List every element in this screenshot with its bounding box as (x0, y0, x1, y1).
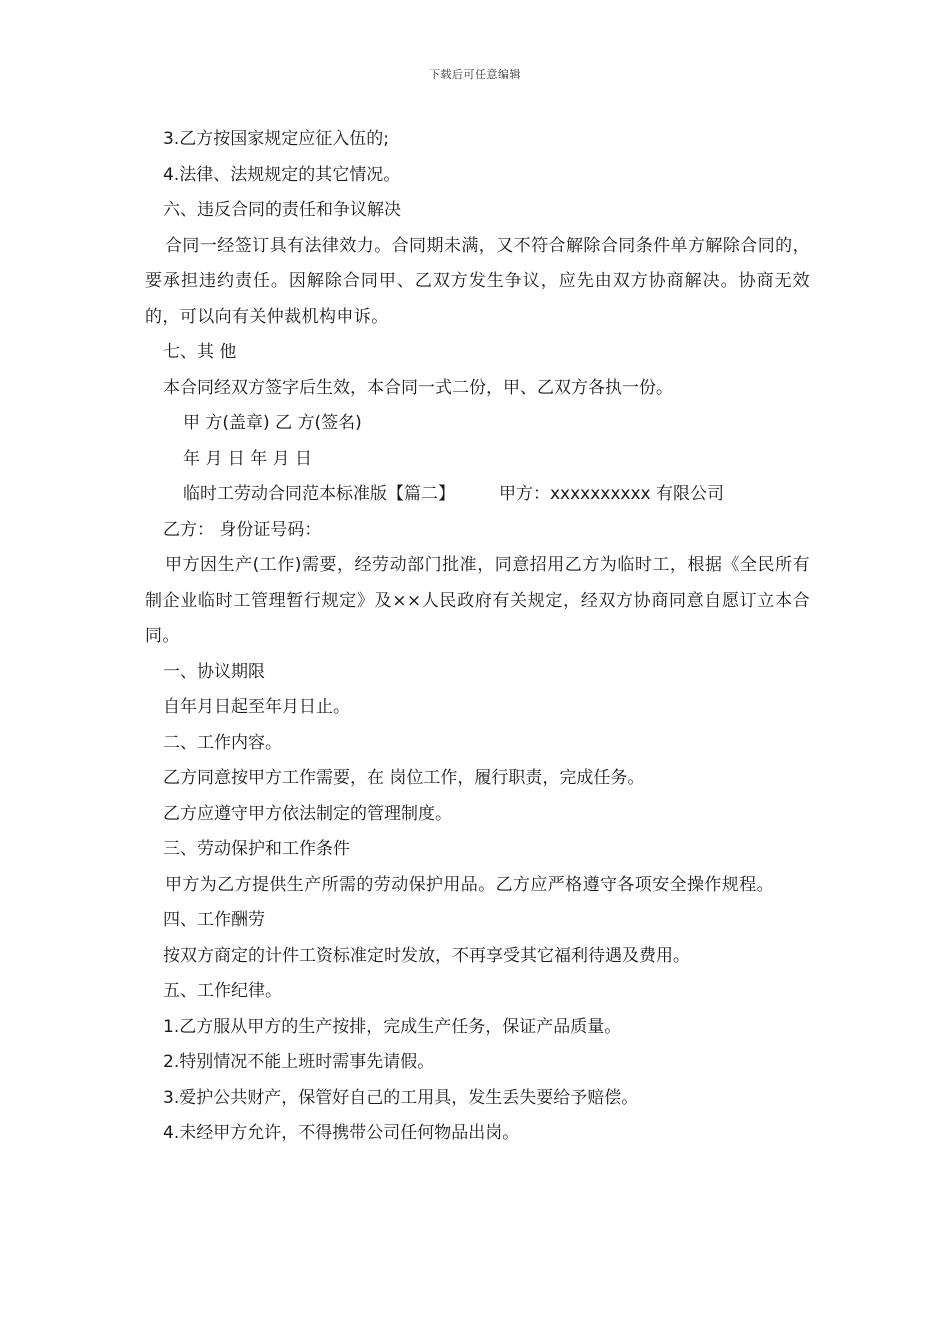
section-heading-protection: 三、劳动保护和工作条件 (163, 839, 350, 859)
discipline-item-2: 2.特别情况不能上班时需事先请假。 (163, 1052, 435, 1072)
discipline-item-3: 3.爱护公共财产，保管好自己的工用具，发生丢失要给予赔偿。 (163, 1087, 639, 1108)
section-heading-seven: 七、其 他 (163, 342, 237, 362)
section-heading-work-content: 二、工作内容。 (163, 732, 282, 753)
paragraph-preamble: 甲方因生产(工作)需要，经劳动部门批准，同意招用乙方为临时工，根据《全民所有制企业临时工管理暂行规定》及××人民政府有关规定，经双方协商同意自愿订立本合同。 (145, 555, 810, 646)
pay-clause: 按双方商定的计件工资标准定时发放，不再享受其它福利待遇及费用。 (163, 945, 690, 966)
party-a-company: 甲方：xxxxxxxxxx 有限公司 (499, 484, 725, 504)
section-heading-six: 六、违反合同的责任和争议解决 (163, 200, 401, 220)
document-body (145, 122, 810, 1152)
page-header-note: 下载后可任意编辑 (429, 68, 521, 81)
section-heading-term: 一、协议期限 (163, 661, 265, 682)
paragraph-breach-liability: 合同一经签订具有法律效力。合同期未满，又不符合解除合同条件单方解除合同的，要承担违约责任。因解除合同甲、乙双方发生争议，应先由双方协商解决。协商无效的，可以向有关仲裁机构申诉。 (145, 235, 810, 327)
section-heading-pay: 四、工作酬劳 (163, 910, 265, 930)
clause-4-other-cases: 4.法律、法规规定的其它情况。 (163, 164, 401, 185)
effective-clause: 本合同经双方签字后生效，本合同一式二份，甲、乙双方各执一份。 (163, 377, 673, 398)
party-b-id-line: 乙方： 身份证号码： (163, 519, 322, 540)
work-content-clause: 乙方同意按甲方工作需要，在 岗位工作，履行职责，完成任务。 (163, 768, 645, 788)
term-dates: 自年月日起至年月日止。 (163, 697, 350, 717)
discipline-item-1: 1.乙方服从甲方的生产按排，完成生产任务，保证产品质量。 (163, 1016, 622, 1037)
date-line: 年 月 日 年 月 日 (183, 448, 313, 469)
clause-3-enlistment: 3.乙方按国家规定应征入伍的; (163, 129, 389, 149)
contract-two-title: 临时工劳动合同范本标准版【篇二】 (183, 484, 455, 504)
contract-two-title-line (145, 477, 810, 513)
signature-line: 甲 方(盖章) 乙 方(签名) (183, 413, 362, 433)
paragraph-protection: 甲方为乙方提供生产所需的劳动保护用品。乙方应严格遵守各项安全操作规程。 (165, 874, 774, 895)
management-rules-clause: 乙方应遵守甲方依法制定的管理制度。 (163, 803, 452, 824)
discipline-item-4: 4.未经甲方允许，不得携带公司任何物品出岗。 (163, 1123, 520, 1143)
section-heading-discipline: 五、工作纪律。 (163, 981, 282, 1001)
